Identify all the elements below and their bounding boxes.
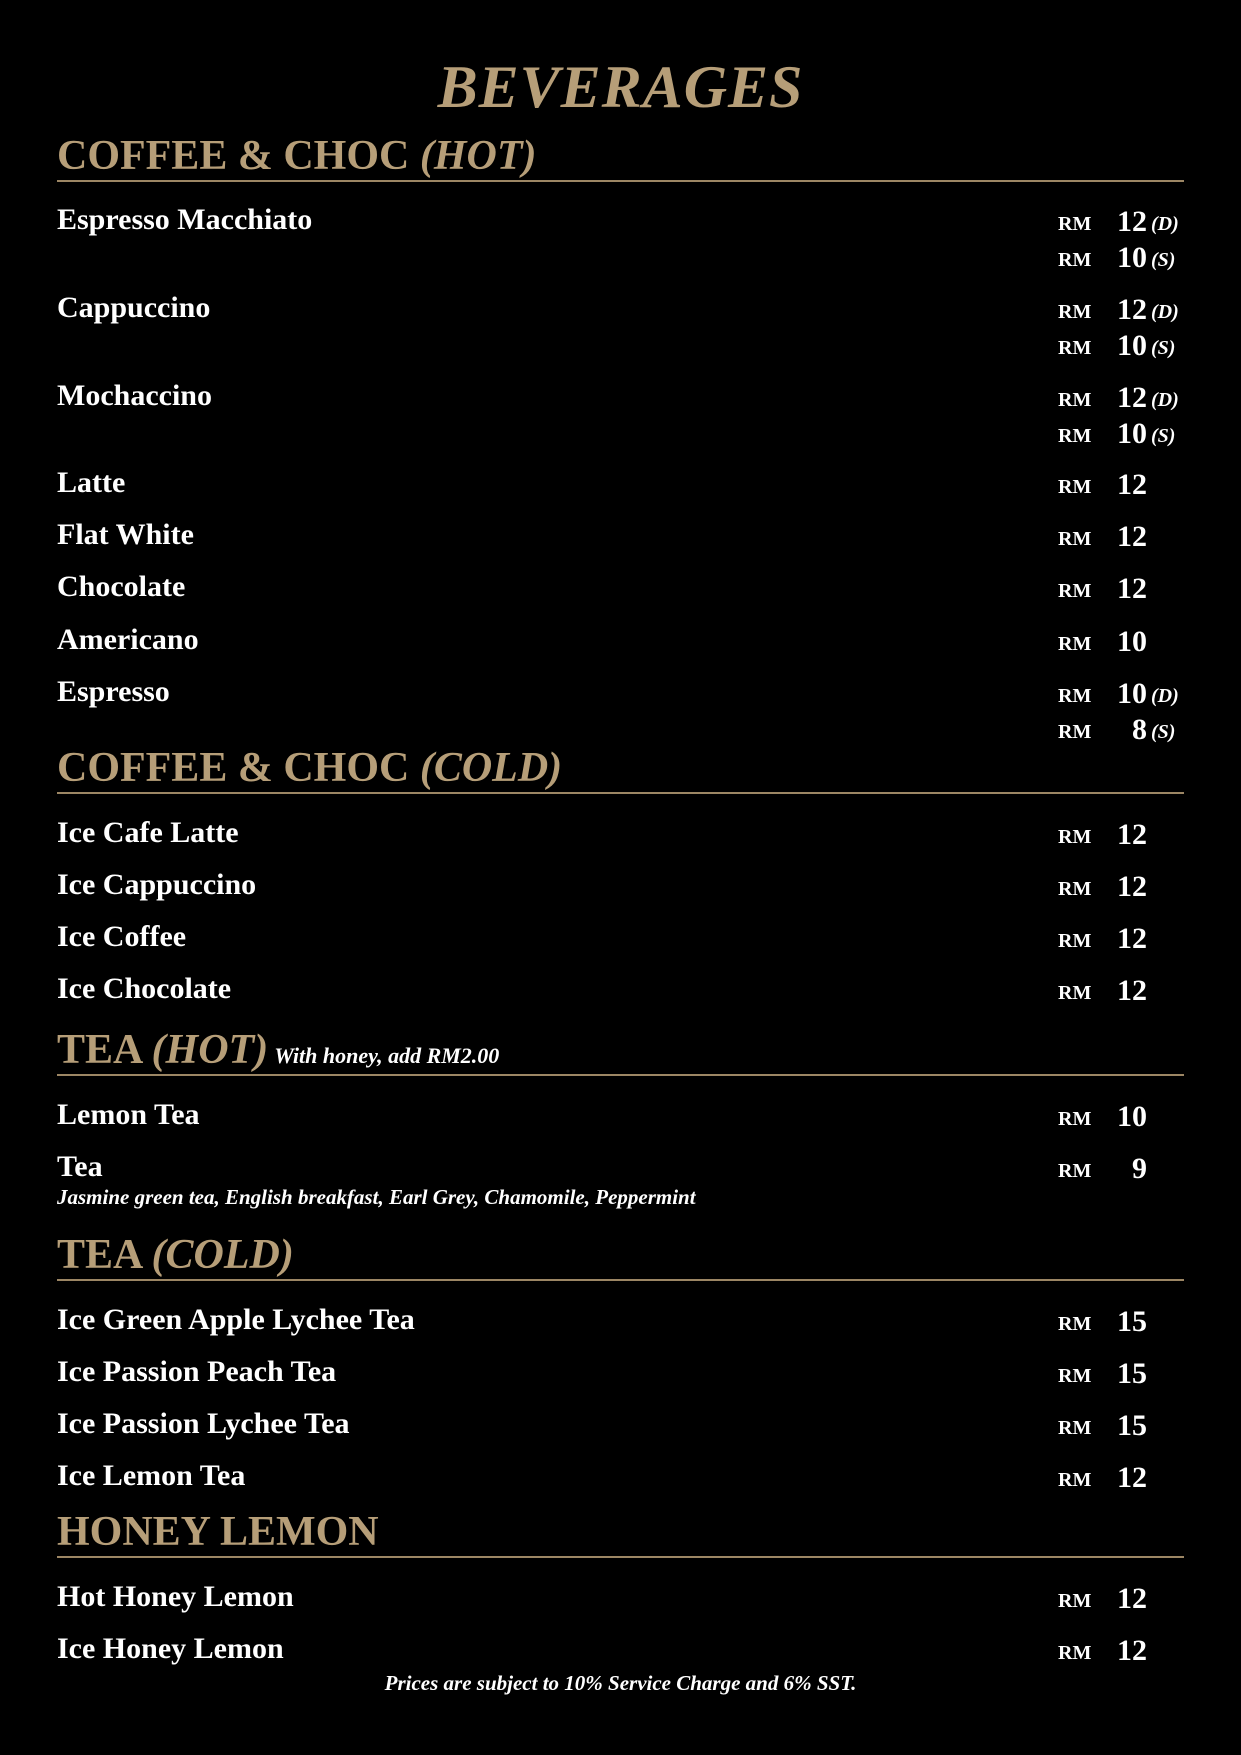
price-amount: 12 bbox=[1117, 205, 1147, 238]
menu-item-name: Latte bbox=[57, 466, 126, 499]
section-qualifier: (COLD) bbox=[419, 745, 563, 791]
footer-note: Prices are subject to 10% Service Charge and 6% SST. bbox=[384, 1671, 857, 1695]
price-amount: 15 bbox=[1117, 1305, 1147, 1338]
section-divider bbox=[57, 180, 1184, 182]
price-amount: 15 bbox=[1117, 1357, 1147, 1390]
currency-label: RM bbox=[1058, 425, 1092, 447]
menu-item-price bbox=[1040, 1460, 1200, 1496]
menu-item-price bbox=[1040, 1151, 1200, 1187]
menu-item-name: Espresso bbox=[57, 675, 170, 708]
price-amount: 12 bbox=[1117, 818, 1147, 851]
menu-item-price bbox=[1040, 921, 1200, 957]
size-label: (S) bbox=[1151, 425, 1176, 447]
section-header-coffee-choc-hot bbox=[57, 132, 1184, 180]
menu-item-name: Hot Honey Lemon bbox=[57, 1580, 294, 1613]
section-note: With honey, add RM2.00 bbox=[274, 1043, 500, 1068]
menu-item-name: Tea bbox=[57, 1150, 103, 1183]
menu-item-price bbox=[1040, 1099, 1200, 1135]
menu-item-price bbox=[1040, 1633, 1200, 1669]
menu-item-name: Ice Green Apple Lychee Tea bbox=[57, 1303, 415, 1336]
section-header-coffee-choc-cold bbox=[57, 744, 1184, 792]
currency-label: RM bbox=[1058, 580, 1092, 602]
price-amount: 12 bbox=[1117, 572, 1147, 605]
section-title: COFFEE & CHOC (COLD) bbox=[57, 745, 563, 791]
price-amount: 12 bbox=[1117, 293, 1147, 326]
currency-label: RM bbox=[1058, 982, 1092, 1004]
menu-item-name: Cappuccino bbox=[57, 291, 211, 324]
currency-label: RM bbox=[1058, 528, 1092, 550]
menu-item-name: Lemon Tea bbox=[57, 1098, 200, 1131]
menu-item-price bbox=[1040, 1408, 1200, 1444]
currency-label: RM bbox=[1058, 1108, 1092, 1130]
currency-label: RM bbox=[1058, 213, 1092, 235]
section-qualifier: (COLD) bbox=[151, 1232, 294, 1278]
section-title: TEA (HOT) bbox=[57, 1027, 269, 1073]
currency-label: RM bbox=[1058, 1313, 1092, 1335]
price-amount: 15 bbox=[1117, 1409, 1147, 1442]
menu-item-price bbox=[1040, 1304, 1200, 1340]
currency-label: RM bbox=[1058, 476, 1092, 498]
price-amount: 12 bbox=[1117, 468, 1147, 501]
menu-item-name: Ice Cafe Latte bbox=[57, 816, 239, 849]
menu-item-name: Ice Passion Peach Tea bbox=[57, 1355, 337, 1388]
price-amount: 12 bbox=[1117, 1634, 1147, 1667]
currency-label: RM bbox=[1058, 1365, 1092, 1387]
size-label: (D) bbox=[1151, 301, 1179, 323]
menu-item-name: Mochaccino bbox=[57, 379, 212, 412]
section-header-honey-lemon bbox=[57, 1508, 1184, 1556]
currency-label: RM bbox=[1058, 1160, 1092, 1182]
currency-label: RM bbox=[1058, 878, 1092, 900]
menu-item-price bbox=[1040, 416, 1200, 452]
section-qualifier: (HOT) bbox=[419, 133, 537, 179]
section-title: TEA (COLD) bbox=[57, 1232, 294, 1278]
price-amount: 10 bbox=[1117, 329, 1147, 362]
menu-item-description: Jasmine green tea, English breakfast, Earl Grey, Chamomile, Peppermint bbox=[57, 1185, 696, 1209]
menu-item-price bbox=[1040, 676, 1200, 712]
section-header-tea-hot bbox=[57, 1026, 1184, 1074]
menu-item-name: Ice Chocolate bbox=[57, 972, 232, 1005]
currency-label: RM bbox=[1058, 721, 1092, 743]
menu-item-price bbox=[1040, 292, 1200, 328]
menu-item-name: Flat White bbox=[57, 518, 194, 551]
currency-label: RM bbox=[1058, 633, 1092, 655]
price-amount: 10 bbox=[1117, 677, 1147, 710]
menu-item-price bbox=[1040, 1581, 1200, 1617]
currency-label: RM bbox=[1058, 301, 1092, 323]
menu-item-name: Espresso Macchiato bbox=[57, 203, 313, 236]
price-amount: 12 bbox=[1117, 1582, 1147, 1615]
size-label: (S) bbox=[1151, 249, 1176, 271]
currency-label: RM bbox=[1058, 389, 1092, 411]
size-label: (S) bbox=[1151, 721, 1176, 743]
size-label: (S) bbox=[1151, 337, 1176, 359]
menu-item-price bbox=[1040, 1356, 1200, 1392]
section-qualifier: (HOT) bbox=[151, 1027, 269, 1073]
page-title: BEVERAGES bbox=[437, 54, 804, 120]
menu-item-price bbox=[1040, 380, 1200, 416]
menu-item-name: Ice Passion Lychee Tea bbox=[57, 1407, 350, 1440]
price-amount: 10 bbox=[1117, 241, 1147, 274]
currency-label: RM bbox=[1058, 249, 1092, 271]
menu-item-price bbox=[1040, 817, 1200, 853]
price-amount: 12 bbox=[1117, 922, 1147, 955]
menu-item-name: Chocolate bbox=[57, 570, 186, 603]
section-title: HONEY LEMON bbox=[57, 1509, 379, 1555]
menu-item-price bbox=[1040, 712, 1200, 748]
section-divider bbox=[57, 1556, 1184, 1558]
section-title: COFFEE & CHOC (HOT) bbox=[57, 133, 537, 179]
section-divider bbox=[57, 1074, 1184, 1076]
currency-label: RM bbox=[1058, 337, 1092, 359]
menu-item-price bbox=[1040, 467, 1200, 503]
price-amount: 12 bbox=[1117, 381, 1147, 414]
currency-label: RM bbox=[1058, 826, 1092, 848]
price-amount: 10 bbox=[1117, 417, 1147, 450]
currency-label: RM bbox=[1058, 1417, 1092, 1439]
section-divider bbox=[57, 792, 1184, 794]
menu-item-price bbox=[1040, 869, 1200, 905]
currency-label: RM bbox=[1058, 1590, 1092, 1612]
menu-item-price bbox=[1040, 973, 1200, 1009]
menu-item-name: Ice Honey Lemon bbox=[57, 1632, 284, 1665]
price-amount: 12 bbox=[1117, 870, 1147, 903]
price-amount: 9 bbox=[1132, 1152, 1147, 1185]
size-label: (D) bbox=[1151, 685, 1179, 707]
currency-label: RM bbox=[1058, 930, 1092, 952]
currency-label: RM bbox=[1058, 1469, 1092, 1491]
menu-item-price bbox=[1040, 571, 1200, 607]
menu-item-name: Ice Cappuccino bbox=[57, 868, 257, 901]
currency-label: RM bbox=[1058, 685, 1092, 707]
section-divider bbox=[57, 1279, 1184, 1281]
menu-item-price bbox=[1040, 204, 1200, 240]
size-label: (D) bbox=[1151, 213, 1179, 235]
menu-item-name: Ice Lemon Tea bbox=[57, 1459, 246, 1492]
price-amount: 10 bbox=[1117, 1100, 1147, 1133]
section-header-tea-cold bbox=[57, 1231, 1184, 1279]
price-amount: 12 bbox=[1117, 1461, 1147, 1494]
price-amount: 8 bbox=[1132, 713, 1147, 746]
currency-label: RM bbox=[1058, 1642, 1092, 1664]
price-amount: 12 bbox=[1117, 520, 1147, 553]
menu-item-name: Ice Coffee bbox=[57, 920, 187, 953]
price-amount: 10 bbox=[1117, 625, 1147, 658]
menu-item-name: Americano bbox=[57, 623, 199, 656]
menu-item-price bbox=[1040, 519, 1200, 555]
menu-item-price bbox=[1040, 624, 1200, 660]
menu-item-price bbox=[1040, 240, 1200, 276]
menu-item-price bbox=[1040, 328, 1200, 364]
price-amount: 12 bbox=[1117, 974, 1147, 1007]
size-label: (D) bbox=[1151, 389, 1179, 411]
